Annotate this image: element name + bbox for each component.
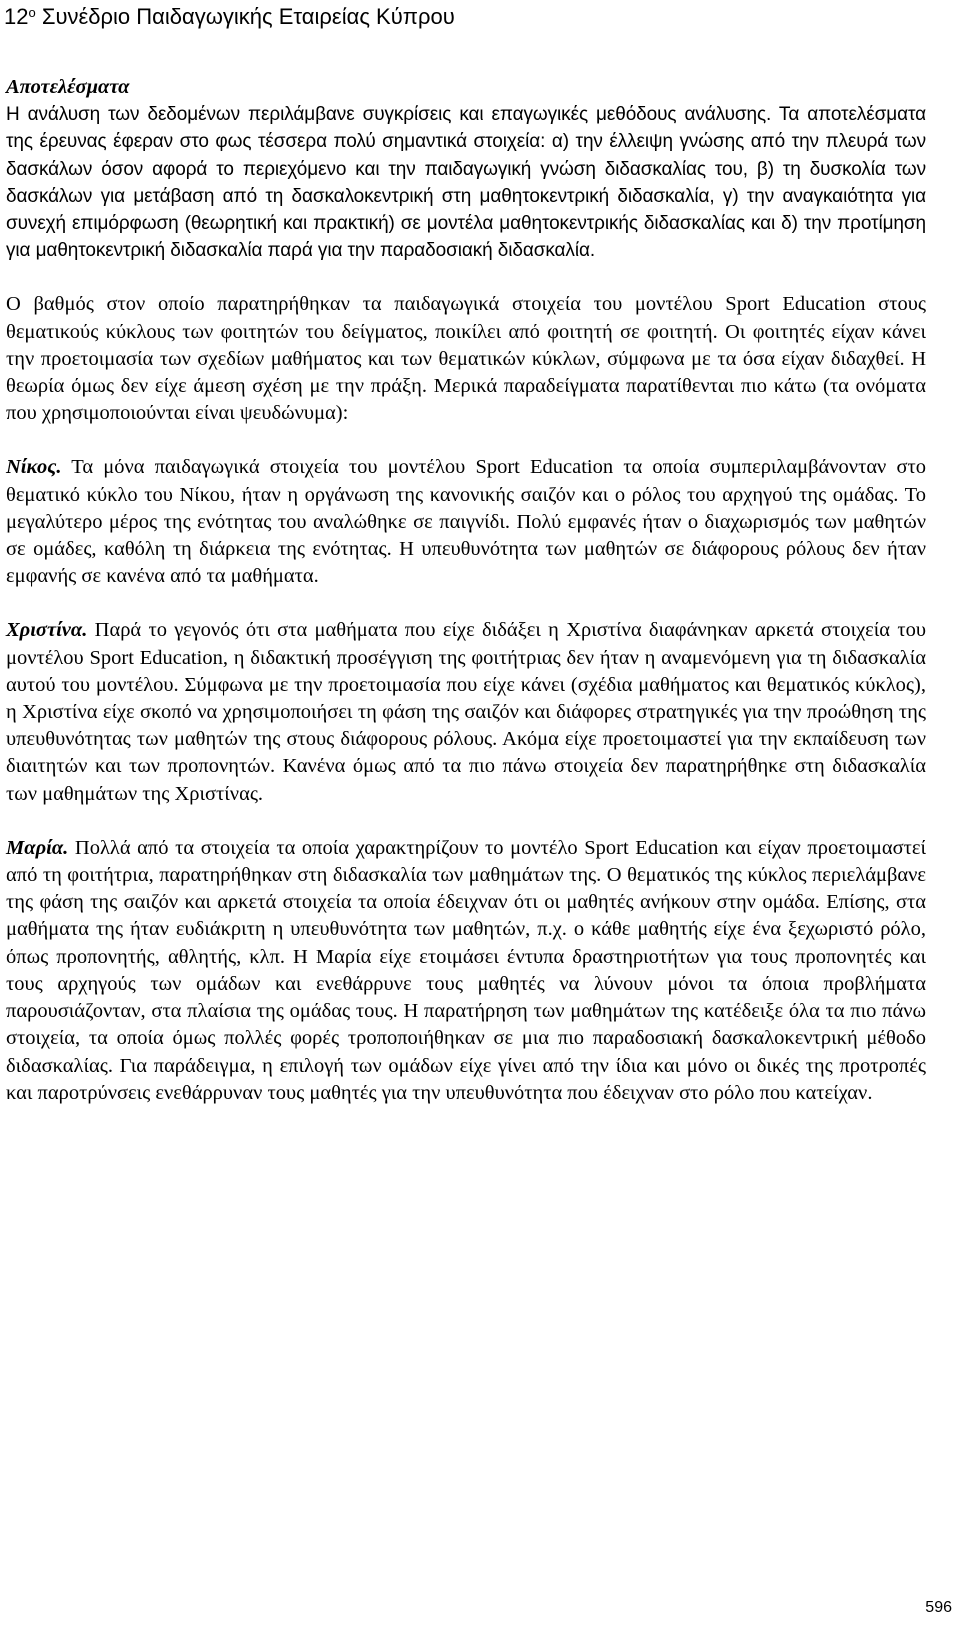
running-header [4,4,455,30]
case-paragraph-nikos [6,454,926,590]
case-text: Πολλά από τα στοιχεία τα οποία χαρακτηρίζουν το μοντέλο Sport Education και είχαν προετοιμαστεί από τη φοιτήτρια, παρατηρήθηκαν στη διδασκαλία των μαθημάτων της. Ο θεματικός της κύκλος περιελάμβανε της φάση της σαιζόν και αρκετά στοιχεία τα οποία έδειχναν ότι οι μαθητές ανήκουν στην ομάδα. Επίσης, στα μαθήματα της ήταν ευδιάκριτη η υπευθυνότητα των μαθητών, π.χ. ο κάθε μαθητής είχε ένα ξεχωριστό ρόλο, όπως προπονητής, αθλητής, κλπ. Η Μαρία είχε ετοιμάσει έντυπα δραστηριοτήτων για τους προπονητές και τους αρχηγούς των ομάδων και ενεθάρρυνε τους μαθητές να λύνουν μόνοι τα όποια προβλήματα παρουσιάζονταν, στα πλαίσια της ομάδας τους. Η παρατήρηση των μαθημάτων της κατέδειξε όλα τα πιο πάνω στοιχεία, τα οποία όμως πολλές φορές τροποποιήθηκαν σε μια πιο παραδοσιακή δασκαλοκεντρική μέθοδο διδασκαλίας. Για παράδειγμα, η επιλογή των ομάδων είχε γίνει από την ίδια και μόνο οι δικές της προτροπές και παροτρύνσεις ενεθάρρυναν τους μαθητές για την υπευθυνότητα που έδειχναν στο ρόλο που κατείχαν. [6,836,926,1104]
ordinal-superscript: ο [28,5,36,20]
case-paragraph-christina [6,617,926,807]
case-name: Νίκος. [6,456,62,479]
conference-title: Συνέδριο Παιδαγωγικής Εταιρείας Κύπρου [41,4,455,29]
conference-number: 12 [4,4,29,29]
case-paragraph-maria [6,835,926,1107]
case-text: Τα μόνα παιδαγωγικά στοιχεία του μοντέλου Sport Education τα οποία συμπεριλαμβάνονταν στο θεματικό κύκλο του Νίκου, ήταν η οργάνωση της κανονικής σαιζόν και ο ρόλος του αρχηγού της ομάδας. Το μεγαλύτερο μέρος της ενότητας του αναλώθηκε σε παιγνίδι. Πολύ εμφανές ήταν ο διαχωρισμός των μαθητών σε ομάδες, καθόλη τη διάρκεια της ενότητας. Η υπευθυνότητα των μαθητών σε διάφορους ρόλους δεν ήταν εμφανής σε κανένα από τα μαθήματα. [6,456,926,588]
case-name: Χριστίνα. [6,619,88,642]
page-number: 596 [925,1599,952,1616]
degree-paragraph: Ο βαθμός στον οποίο παρατηρήθηκαν τα παιδαγωγικά στοιχεία του μοντέλου Sport Education στους θεματικούς κύκλους των φοιτητών του δείγματος, ποικίλει από φοιτητή σε φοιτητή. Οι φοιτητές είχαν κάνει την προετοιμασία των σχεδίων μαθήματος και των θεματικών κύκλων, σύμφωνα με τα όσα είχαν διδαχθεί. Η θεωρία όμως δεν είχε άμεση σχέση με την πράξη. Μερικά παραδείγματα παρατίθενται πιο κάτω (τα ονόματα που χρησιμοποιούνται είναι ψευδώνυμα): [6,293,926,425]
document-body [6,74,926,1134]
section-heading: Αποτελέσματα [6,76,130,98]
results-intro-paragraph: Η ανάλυση των δεδομένων περιλάμβανε συγκρίσεις και επαγωγικές μεθόδους ανάλυσης. Τα αποτελέσματα της έρευνας έφεραν στο φως τέσσερα πολύ σημαντικά στοιχεία: α) την έλλειψη γνώσης από την πλευρά των δασκάλων όσον αφορά το περιεχόμενο και την παιδαγωγική γνώση διδασκαλίας του, β) τη δυσκολία των δασκάλων για μετάβαση από τη δασκαλοκεντρική στη μαθητοκεντρική διδασκαλία, γ) την αναγκαιότητα για συνεχή επιμόρφωση (θεωρητική και πρακτική) σε μοντέλα μαθητοκεντρικής διδασκαλίας και δ) την προτίμηση για μαθητοκεντρική διδασκαλία παρά για την παραδοσιακή διδασκαλία. [6,104,926,262]
case-text: Παρά το γεγονός ότι στα μαθήματα που είχε διδάξει η Χριστίνα διαφάνηκαν αρκετά στοιχεία του μοντέλου Sport Education, η διδακτική προσέγγιση της φοιτήτριας δεν ήταν η αναμενόμενη για τη διδασκαλία αυτού του μοντέλου. Σύμφωνα με την προετοιμασία που είχε κάνει (σχέδια μαθήματος και θεματικός κύκλος), η Χριστίνα είχε σκοπό να χρησιμοποιήσει τη φάση της σαιζόν και διάφορες στρατηγικές για την προώθηση της υπευθυνότητας των μαθητών της στους διάφορους ρόλους. Ακόμα είχε προετοιμαστεί για την εκπαίδευση των διαιτητών και των προπονητών. Κανένα όμως από τα πιο πάνω στοιχεία δεν παρατηρήθηκε στη διδασκαλία των μαθημάτων της Χριστίνας. [6,619,926,805]
case-name: Μαρία. [6,836,69,859]
